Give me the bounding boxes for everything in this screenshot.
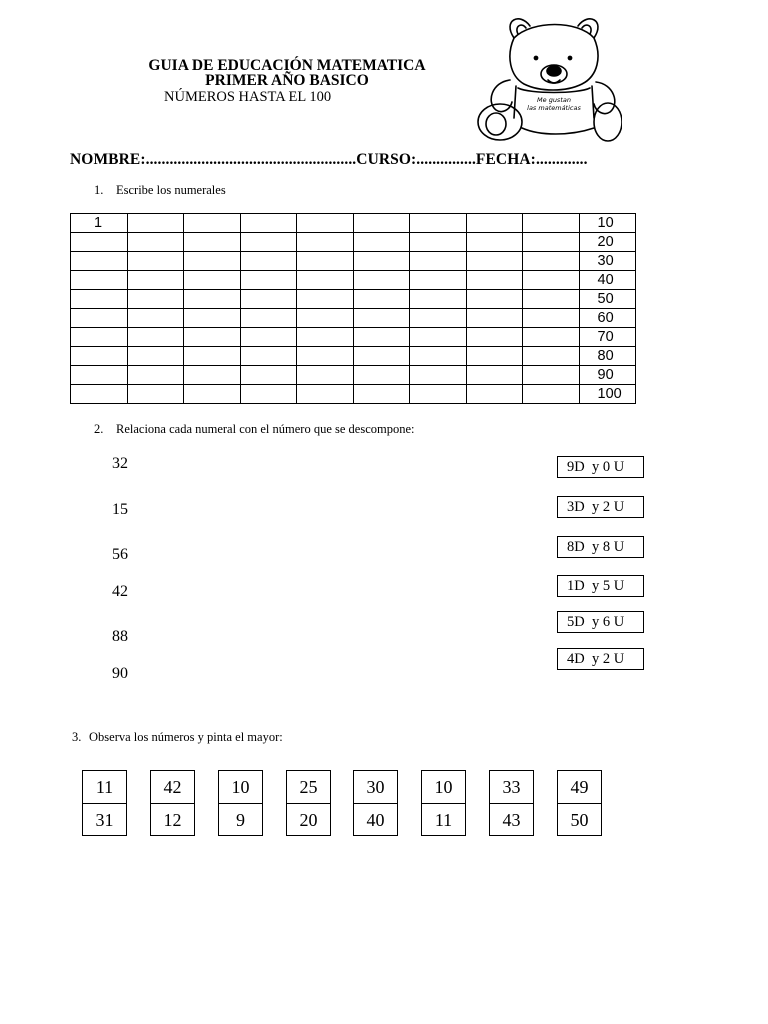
numeral-cell[interactable] (410, 252, 467, 271)
pair-top-number[interactable]: 30 (354, 771, 397, 804)
numeral-cell[interactable] (353, 385, 410, 404)
numerals-row (71, 347, 636, 366)
numeral-cell[interactable] (353, 233, 410, 252)
numeral-cell[interactable] (71, 290, 128, 309)
numeral-cell[interactable] (523, 366, 580, 385)
numeral-cell[interactable] (297, 233, 354, 252)
numeral-cell[interactable] (127, 214, 184, 233)
numeral-cell[interactable] (184, 290, 241, 309)
pair-bottom-number[interactable]: 40 (366, 810, 385, 830)
question-1-text: Escribe los numerales (116, 183, 226, 197)
match-number: 90 (112, 665, 128, 682)
numeral-cell[interactable] (184, 271, 241, 290)
numeral-cell[interactable] (466, 214, 523, 233)
numeral-cell[interactable] (410, 385, 467, 404)
number-pair (353, 770, 398, 836)
numeral-cell[interactable] (410, 214, 467, 233)
number-pair (150, 770, 195, 836)
numeral-cell[interactable] (240, 214, 297, 233)
question-3-number: 3. (72, 730, 82, 744)
numeral-cell[interactable] (297, 347, 354, 366)
tens-value-cell: 30 (579, 252, 636, 271)
numeral-cell[interactable] (523, 347, 580, 366)
numeral-cell[interactable] (466, 233, 523, 252)
numeral-cell[interactable] (466, 366, 523, 385)
numeral-cell[interactable] (410, 366, 467, 385)
numeral-cell[interactable] (466, 328, 523, 347)
tens-value-cell: 60 (579, 309, 636, 328)
numeral-cell[interactable] (240, 328, 297, 347)
number-pair (218, 770, 263, 836)
number-pair (286, 770, 331, 836)
numeral-cell[interactable] (523, 328, 580, 347)
numeral-cell[interactable] (466, 385, 523, 404)
numeral-cell[interactable] (127, 347, 184, 366)
numeral-cell[interactable] (184, 347, 241, 366)
numeral-cell[interactable] (127, 252, 184, 271)
numeral-cell[interactable] (240, 309, 297, 328)
numeral-cell[interactable] (71, 385, 128, 404)
numeral-cell[interactable] (353, 252, 410, 271)
numerals-row (71, 233, 636, 252)
question-2-number: 2. (94, 422, 104, 436)
bear-caption-1: Me gustan (537, 96, 571, 104)
numeral-cell[interactable] (184, 214, 241, 233)
tens-value-cell: 50 (579, 290, 636, 309)
numeral-cell[interactable] (184, 328, 241, 347)
decomposition-box[interactable]: 4D y 2 U (557, 648, 644, 670)
numeral-cell[interactable] (466, 347, 523, 366)
pair-top-number[interactable]: 42 (151, 771, 194, 804)
title-line-2: PRIMER AÑO BASICO (205, 72, 369, 89)
numeral-cell[interactable] (297, 271, 354, 290)
decomposition-box[interactable]: 5D y 6 U (557, 611, 644, 633)
numerals-row (71, 328, 636, 347)
numeral-cell[interactable] (410, 233, 467, 252)
numeral-cell[interactable] (184, 309, 241, 328)
numeral-cell[interactable] (523, 385, 580, 404)
numeral-cell[interactable] (71, 328, 128, 347)
numeral-cell[interactable] (353, 328, 410, 347)
numeral-cell[interactable] (353, 366, 410, 385)
question-1 (94, 183, 226, 198)
numerals-row (71, 252, 636, 271)
numerals-row (71, 366, 636, 385)
numeral-cell[interactable] (297, 328, 354, 347)
numeral-cell[interactable] (410, 347, 467, 366)
pair-top-number[interactable]: 10 (422, 771, 465, 804)
numeral-cell[interactable] (127, 233, 184, 252)
numeral-cell[interactable] (353, 309, 410, 328)
tens-value-cell: 20 (579, 233, 636, 252)
numeral-cell[interactable] (184, 366, 241, 385)
tens-value-cell: 90 (579, 366, 636, 385)
numeral-cell[interactable] (127, 328, 184, 347)
pair-top-number[interactable]: 33 (490, 771, 533, 804)
numeral-cell[interactable] (127, 290, 184, 309)
decomposition-box[interactable]: 8D y 8 U (557, 536, 644, 558)
numeral-cell[interactable] (297, 214, 354, 233)
numeral-cell[interactable] (410, 309, 467, 328)
pair-bottom-number[interactable]: 12 (163, 810, 182, 830)
pair-bottom-number[interactable]: 31 (95, 810, 114, 830)
numeral-cell[interactable] (466, 290, 523, 309)
title-line-1: GUIA DE EDUCACIÓN MATEMATICA (148, 57, 426, 74)
numeral-cell[interactable] (523, 214, 580, 233)
number-pair (82, 770, 127, 836)
numeral-cell[interactable] (353, 290, 410, 309)
tens-value-cell: 70 (579, 328, 636, 347)
numeral-cell[interactable] (240, 271, 297, 290)
numeral-cell[interactable] (71, 366, 128, 385)
question-3-text: Observa los números y pinta el mayor: (89, 730, 283, 744)
decomposition-box[interactable]: 3D y 2 U (557, 496, 644, 518)
numeral-cell[interactable] (240, 347, 297, 366)
tens-value-cell: 10 (579, 214, 636, 233)
numeral-cell[interactable] (127, 385, 184, 404)
match-number: 15 (112, 501, 128, 518)
question-2-text: Relaciona cada numeral con el número que se descompone: (116, 422, 415, 436)
numeral-cell[interactable] (240, 233, 297, 252)
bear-caption-2: las matemáticas (527, 104, 581, 112)
numeral-cell[interactable] (184, 385, 241, 404)
numeral-cell[interactable] (127, 366, 184, 385)
numeral-cell[interactable] (127, 271, 184, 290)
tens-value-cell: 100 (579, 385, 636, 404)
numeral-cell[interactable] (297, 290, 354, 309)
numeral-cell[interactable] (297, 252, 354, 271)
numeral-cell[interactable] (297, 385, 354, 404)
pair-bottom-number[interactable]: 20 (299, 810, 318, 830)
numerals-row (71, 290, 636, 309)
numeral-cell[interactable] (410, 290, 467, 309)
numerals-row (71, 309, 636, 328)
numeral-cell[interactable] (297, 366, 354, 385)
numeral-cell[interactable] (466, 252, 523, 271)
numeral-cell[interactable] (523, 233, 580, 252)
question-3 (72, 730, 283, 745)
numeral-cell[interactable] (240, 290, 297, 309)
pair-top-number[interactable]: 49 (558, 771, 601, 804)
numeral-cell[interactable] (353, 347, 410, 366)
numeral-cell[interactable]: 1 (71, 214, 128, 233)
numeral-cell[interactable] (240, 252, 297, 271)
numeral-cell[interactable] (184, 252, 241, 271)
decomposition-box[interactable]: 1D y 5 U (557, 575, 644, 597)
decomposition-box[interactable]: 9D y 0 U (557, 456, 644, 478)
numeral-cell[interactable] (353, 271, 410, 290)
match-number: 88 (112, 628, 128, 645)
pair-bottom-number[interactable]: 50 (570, 810, 589, 830)
numeral-cell[interactable] (466, 271, 523, 290)
title-line-3: NÚMEROS HASTA EL 100 (164, 89, 332, 105)
student-info-line: NOMBRE:.....................................................CURSO:...............FECHA:............. (70, 151, 588, 168)
pair-bottom-number[interactable]: 43 (502, 810, 521, 830)
numeral-cell[interactable] (297, 309, 354, 328)
tens-value-cell: 40 (579, 271, 636, 290)
numeral-cell[interactable] (71, 252, 128, 271)
numeral-cell[interactable] (410, 328, 467, 347)
question-1-number: 1. (94, 183, 104, 197)
numeral-cell[interactable] (71, 233, 128, 252)
number-pair (557, 770, 602, 836)
question-2 (94, 422, 415, 437)
pair-bottom-number[interactable]: 9 (236, 810, 245, 830)
numerals-row (71, 271, 636, 290)
numeral-cell[interactable] (523, 290, 580, 309)
numeral-cell[interactable] (240, 366, 297, 385)
numeral-cell[interactable] (466, 309, 523, 328)
numeral-cell[interactable] (523, 271, 580, 290)
numeral-cell[interactable] (240, 385, 297, 404)
match-number: 56 (112, 546, 128, 563)
numerals-row (71, 214, 636, 233)
pair-bottom-number[interactable]: 11 (434, 810, 453, 830)
numeral-cell[interactable] (71, 309, 128, 328)
numeral-cell[interactable] (523, 309, 580, 328)
teddy-bear-illustration (470, 10, 622, 144)
numeral-cell[interactable] (410, 271, 467, 290)
numerals-row (71, 385, 636, 404)
numerals-table (70, 213, 636, 404)
numeral-cell[interactable] (523, 252, 580, 271)
number-pair (489, 770, 534, 836)
numeral-cell[interactable] (127, 309, 184, 328)
match-number: 32 (112, 455, 128, 472)
pair-top-number[interactable]: 10 (219, 771, 262, 804)
tens-value-cell: 80 (579, 347, 636, 366)
pair-top-number[interactable]: 11 (83, 771, 126, 804)
pair-top-number[interactable]: 25 (287, 771, 330, 804)
numeral-cell[interactable] (71, 271, 128, 290)
numeral-cell[interactable] (184, 233, 241, 252)
number-pair (421, 770, 466, 836)
match-number: 42 (112, 583, 128, 600)
numeral-cell[interactable] (353, 214, 410, 233)
numeral-cell[interactable] (71, 347, 128, 366)
